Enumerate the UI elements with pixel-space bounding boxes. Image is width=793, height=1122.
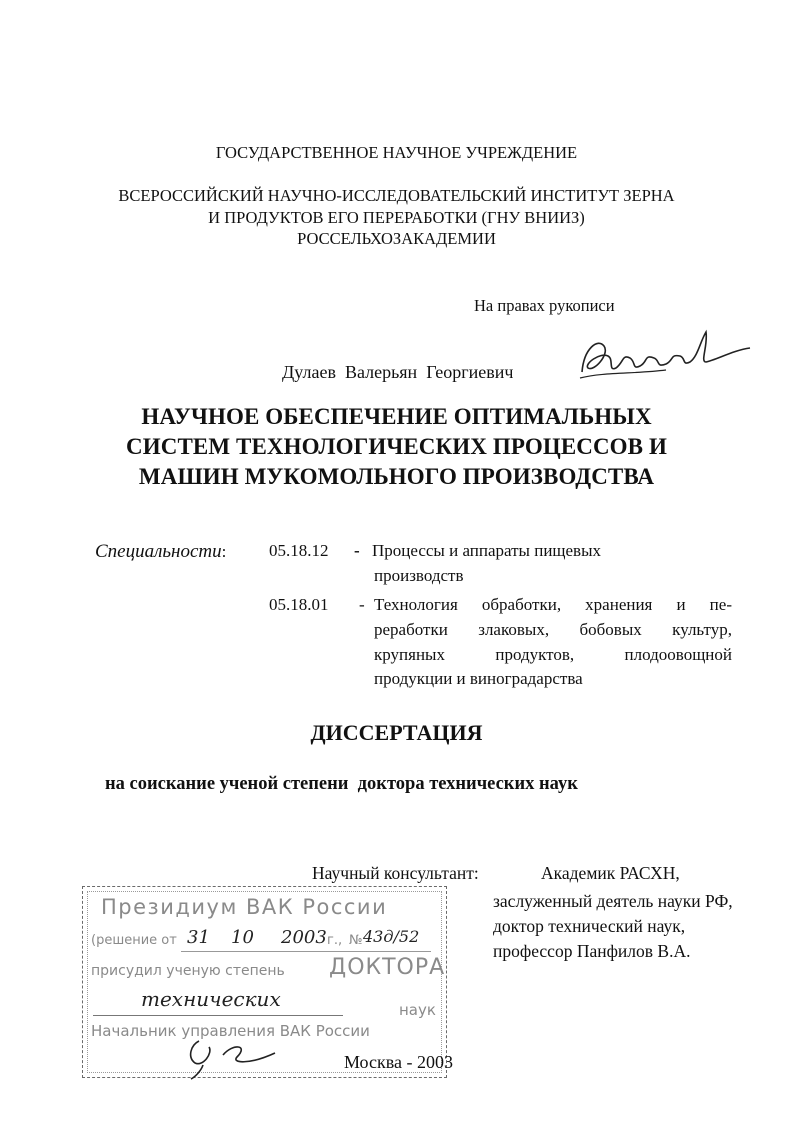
specialty-dash-2: - <box>359 595 365 614</box>
author-name: Дулаев Валерьян Георгиевич <box>282 362 514 382</box>
degree-line: на соискание ученой степени доктора технических наук <box>105 774 578 794</box>
stamp-line5: Начальник управления ВАК России <box>91 1022 370 1040</box>
specialty-code-1: 05.18.12 <box>269 541 329 560</box>
specialty-dash-1: - <box>354 541 360 560</box>
stamp-decision-month: 10 <box>231 927 254 948</box>
title-line3: МАШИН МУКОМОЛЬНОГО ПРОИЗВОДСТВА <box>138 464 655 489</box>
stamp-field-suffix: наук <box>399 1001 436 1019</box>
stamp-decision-number-prefix: № <box>349 933 363 948</box>
specialty-desc-1-line1: Процессы и аппараты пищевых <box>372 541 602 560</box>
stamp-line1: Президиум ВАК России <box>101 895 388 919</box>
consultant-line1: Академик РАСХН, <box>541 863 680 883</box>
institute-name-line3: РОССЕЛЬХОЗАКАДЕМИИ <box>297 229 496 248</box>
institute-name-line1: ВСЕРОССИЙСКИЙ НАУЧНО-ИССЛЕДОВАТЕЛЬСКИЙ ИНСТИТУТ ЗЕРНА <box>118 186 675 205</box>
vak-approval-stamp <box>82 886 447 1078</box>
specialty-desc-1-line2: производств <box>374 566 464 585</box>
specialty-desc-2-line3: крупяных продуктов, плодоовощной <box>374 645 732 664</box>
consultant-line4: профессор Панфилов В.А. <box>493 941 691 961</box>
title-line2: СИСТЕМ ТЕХНОЛОГИЧЕСКИХ ПРОЦЕССОВ И <box>126 434 667 459</box>
consultant-line3: доктор технический наук, <box>493 916 686 936</box>
consultant-line2: заслуженный деятель науки РФ, <box>493 891 733 911</box>
stamp-handwritten-field: технических <box>141 987 281 1011</box>
specialty-desc-2-line2: реработки злаковых, бобовых культур, <box>374 620 732 639</box>
specialties-label: Специальности: <box>95 541 227 562</box>
stamp-decision-number: 43д/52 <box>363 927 420 946</box>
title-line1: НАУЧНОЕ ОБЕСПЕЧЕНИЕ ОПТИМАЛЬНЫХ <box>141 404 652 429</box>
consultant-label: Научный консультант: <box>312 863 479 883</box>
stamp-field-underline <box>93 1015 343 1016</box>
specialty-desc-2-line1: Технология обработки, хранения и пе- <box>374 595 732 614</box>
stamp-decision-day: 31 <box>187 927 210 948</box>
stamp-degree: ДОКТОРА <box>329 955 446 980</box>
stamp-decision-prefix: (решение от <box>91 933 177 948</box>
stamp-decision-underline <box>181 951 431 952</box>
specialty-desc-2-line4: продукции и виноградарства <box>374 669 583 688</box>
institution-type: ГОСУДАРСТВЕННОЕ НАУЧНОЕ УЧРЕЖДЕНИЕ <box>215 143 578 162</box>
author-signature <box>574 328 754 388</box>
specialty-code-2: 05.18.01 <box>269 595 329 614</box>
place-year: Москва - 2003 <box>344 1052 453 1072</box>
stamp-official-signature <box>179 1035 299 1079</box>
stamp-line3-prefix: присудил ученую степень <box>91 963 285 979</box>
manuscript-note: На правах рукописи <box>474 296 615 315</box>
institute-name-line2: И ПРОДУКТОВ ЕГО ПЕРЕРАБОТКИ (ГНУ ВНИИЗ) <box>208 208 585 227</box>
stamp-decision-year: 2003 <box>281 927 327 948</box>
document-type: ДИССЕРТАЦИЯ <box>310 720 483 745</box>
stamp-decision-year-suffix: г., <box>327 933 343 948</box>
